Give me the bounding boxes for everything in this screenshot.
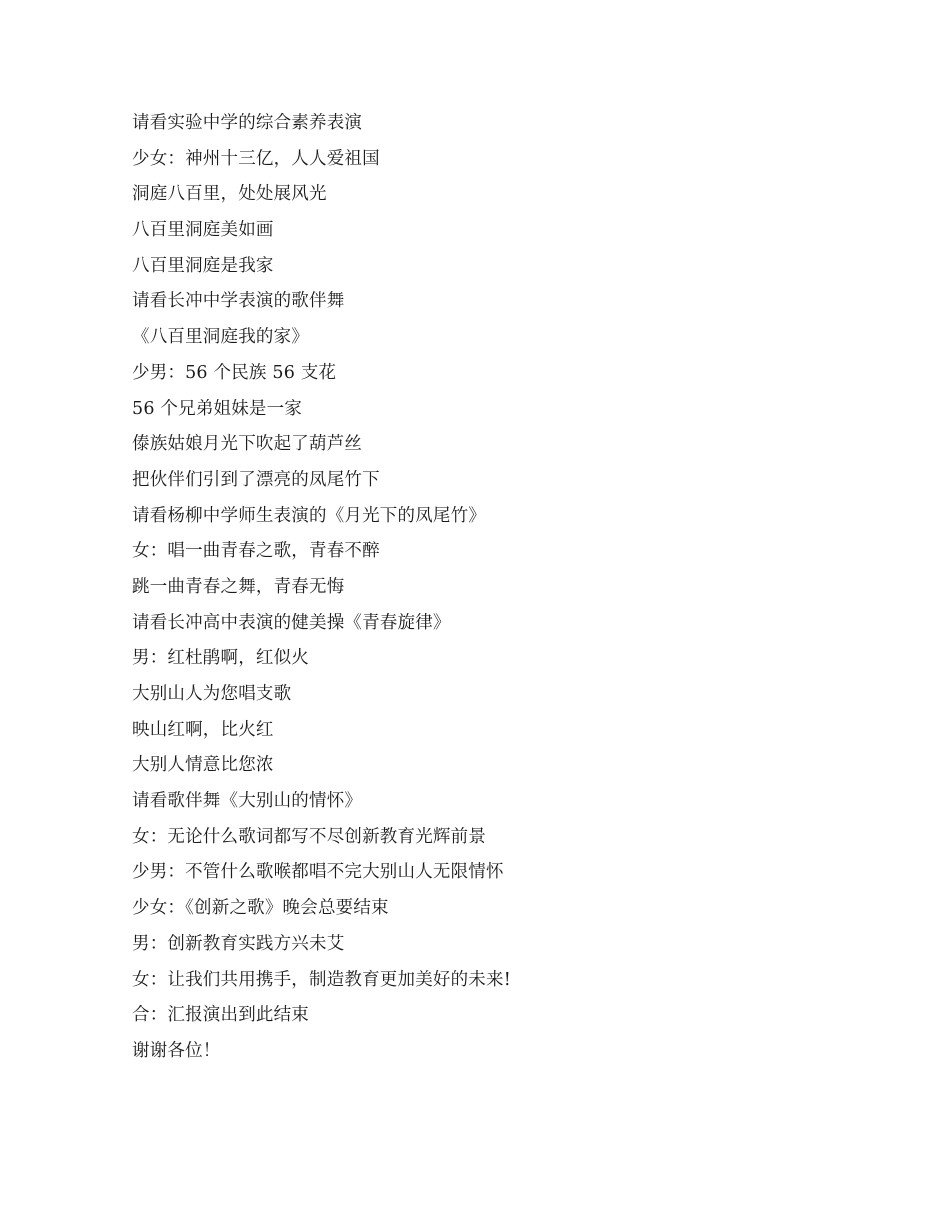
text-line: 少男：不管什么歌喉都唱不完大别山人无限情怀 (132, 862, 504, 883)
text-line: 少女：《创新之歌》晚会总要结束 (132, 898, 389, 919)
text-line: 请看实验中学的综合素养表演 (132, 113, 363, 133)
text-line: 谢谢各位！ (132, 1040, 221, 1061)
script-lines (132, 106, 892, 1070)
text-line: 大别人情意比您浓 (132, 755, 274, 776)
text-line: 女：让我们共用携手，制造教育更加美好的未来! (132, 969, 511, 990)
text-line: 56 个兄弟姐妹是一家 (132, 398, 303, 419)
text-line: 少男：56 个民族 56 支花 (132, 362, 337, 383)
text-line: 合：汇报演出到此结束 (132, 1005, 309, 1026)
text-line: 八百里洞庭是我家 (132, 255, 274, 276)
text-line: 请看歌伴舞《大别山的情怀》 (132, 791, 363, 812)
text-line: 映山红啊，比火红 (132, 719, 274, 740)
text-line: 八百里洞庭美如画 (132, 220, 274, 241)
text-line: 女：无论什么歌词都写不尽创新教育光辉前景 (132, 826, 486, 847)
text-line: 女：唱一曲青春之歌，青春不醉 (132, 541, 380, 562)
text-line: 男：创新教育实践方兴未艾 (132, 933, 345, 954)
text-line: 大别山人为您唱支歌 (132, 684, 292, 704)
text-line: 傣族姑娘月光下吹起了葫芦丝 (132, 434, 363, 455)
text-line: 把伙伴们引到了漂亮的凤尾竹下 (132, 469, 380, 490)
text-line: 跳一曲青春之舞，青春无悔 (132, 576, 345, 597)
text-line: 男：红杜鹃啊，红似火 (132, 648, 309, 669)
text-line: 请看杨柳中学师生表演的《月光下的凤尾竹》 (132, 505, 486, 526)
text-line: 《八百里洞庭我的家》 (132, 327, 309, 348)
text-line: 洞庭八百里，处处展风光 (132, 184, 327, 205)
text-line: 少女：神州十三亿，人人爱祖国 (132, 148, 380, 169)
text-line: 请看长冲中学表演的歌伴舞 (132, 291, 345, 312)
text-line: 请看长冲高中表演的健美操《青春旋律》 (132, 612, 451, 633)
